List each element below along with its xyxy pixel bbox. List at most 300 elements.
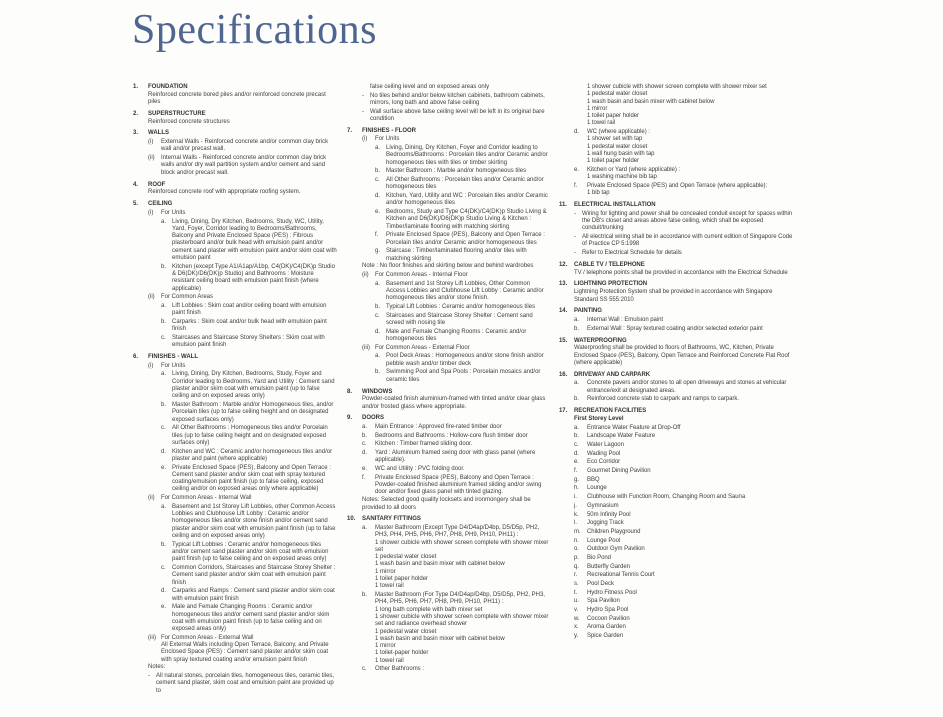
spec-line <box>559 546 795 553</box>
spec-line <box>559 136 795 143</box>
spec-line <box>347 109 550 124</box>
spec-text: Note : No floor finishes and skirting below and behind wardrobes <box>362 263 534 270</box>
spec-line <box>133 303 338 318</box>
spec-text: 1 pedestal water closet <box>375 628 437 635</box>
item-label: (ii) <box>362 272 369 279</box>
spec-text: Basement and 1st Storey Lift Lobbies, Other Common Access Lobbies and Clubhouse Lift Lobby : Ceramic and/or homogeneous tiles and/or stone finish. <box>386 280 544 302</box>
item-label: a. <box>161 503 167 510</box>
spec-text: Living, Dining, Dry Kitchen, Bedrooms, Study, Foyer and Corridor leading to Bedrooms, Yard and Utility : Cement sand plaster and/or skim coat with emulsion paint (up to false ceiling and on exposed areas only) <box>172 371 335 400</box>
column-left <box>133 84 347 695</box>
spec-line <box>559 416 795 423</box>
spec-text: Refer to Electrical Schedule for details <box>582 250 682 257</box>
spec-line <box>133 673 338 695</box>
section-number: 10. <box>347 516 356 523</box>
spec-text: Internal Wall : Emulsion paint <box>587 317 663 324</box>
spec-text: External Wall : Spray textured coating and/or selected exterior paint <box>587 325 763 332</box>
spec-text: Other Bathrooms : <box>375 666 425 673</box>
spec-line <box>347 353 550 368</box>
spec-line <box>133 219 338 263</box>
item-label: f. <box>574 183 578 190</box>
spec-text: WC (where applicable) : <box>587 129 650 136</box>
spec-text: Living, Dining, Dry Kitchen, Foyer and Corridor leading to Bedrooms/Bathrooms : Porcelain tiles and/or Ceramic and/or homogeneous tiles with tiles or timber skirting <box>386 145 548 166</box>
spec-line <box>559 113 795 120</box>
spec-line <box>559 477 795 484</box>
item-label: - <box>574 234 576 241</box>
spec-text: 1 toilet paper holder <box>587 113 639 120</box>
item-label: a. <box>574 424 579 431</box>
item-label: a. <box>362 525 368 531</box>
section-title: DOORS <box>362 415 385 422</box>
section-number: 16. <box>559 371 568 378</box>
spec-text: For Units <box>161 209 186 216</box>
spec-line <box>133 604 338 633</box>
spec-text: Master Bathroom (Except Type D4/D4ap/D4bp, D5/D5p, PH2, PH3, PH4, PH5, PH6, PH7, PH8, PH9, PH10, PH11) : <box>375 525 540 539</box>
spec-text: Reinforced concrete structures <box>148 118 230 125</box>
spec-text: 1 shower cubicle with shower screen complete with shower mixer set <box>375 539 549 553</box>
spec-line <box>559 326 795 333</box>
item-label: a. <box>161 302 167 309</box>
spec-line <box>347 614 550 629</box>
spec-text: Master Bathroom : Marble and/or homogeneous tiles <box>386 168 527 175</box>
spec-line <box>133 504 338 540</box>
item-label: b. <box>574 325 579 332</box>
spec-text: 1 long bath complete with bath mixer set <box>375 606 483 613</box>
spec-text: 50m Infinity Pool <box>587 511 631 518</box>
section-number: 17. <box>559 408 568 415</box>
item-label: t. <box>574 589 578 596</box>
spec-line <box>133 371 338 400</box>
section-title: FOUNDATION <box>148 84 188 90</box>
spec-text: Wall surface above false ceiling level will be left in its original bare condition <box>370 108 545 122</box>
spec-line <box>133 495 338 502</box>
item-label: c. <box>161 564 166 571</box>
section-header <box>559 338 795 345</box>
section-title: FINISHES - WALL <box>148 354 198 361</box>
spec-line <box>347 313 550 328</box>
spec-text: Gymnasium <box>587 502 619 509</box>
spec-line <box>347 193 550 208</box>
spec-line <box>559 190 795 197</box>
spec-text: Kitchen and WC : Ceramic and/or homogeneous tiles and/or plaster and paint (where applicable) <box>172 448 333 462</box>
spec-line <box>347 329 550 344</box>
section-title: CEILING <box>148 201 173 208</box>
spec-text: Bedrooms, Study and Type C4(DK)/C4(DK)p Studio Living & Kitchen and D6(DK)/D6(DK)p Studio Living & Kitchen : Timber/laminate flooring with matching skirting <box>386 209 547 230</box>
spec-line <box>559 494 795 501</box>
spec-text: 1 toilet paper holder <box>587 158 639 165</box>
spec-text: All natural stones, porcelain tiles, homogeneous tiles, ceramic tiles, cement sand plaster, skim coat and emulsion paint are provided up to <box>156 673 335 694</box>
section-number: 11. <box>559 202 567 209</box>
section-number: 13. <box>559 281 568 288</box>
spec-text: Waterproofing shall be provided to floors of Bathrooms, WC, Kitchen, Private Enclosed Space (PES), Balcony, Open Terrace and Reinforced Concrete Flat Roof (where applicable) <box>574 345 790 366</box>
spec-line <box>347 136 550 143</box>
spec-line <box>133 155 338 177</box>
item-label: a. <box>574 380 579 387</box>
item-label: (iii) <box>148 634 156 641</box>
spec-text: Main Entrance : Approved fire-rated timber door <box>375 424 502 431</box>
spec-line <box>559 84 795 91</box>
spec-line <box>559 459 795 466</box>
spec-line <box>559 99 795 106</box>
section-header <box>559 202 795 209</box>
spec-line <box>347 272 550 279</box>
item-label: d. <box>375 193 381 200</box>
spec-text: Reinforced concrete slab to carpark and ramps to carpark. <box>587 396 739 403</box>
item-label: (ii) <box>148 155 155 162</box>
spec-line <box>559 485 795 492</box>
spec-line <box>559 183 795 190</box>
spec-line <box>347 607 550 614</box>
spec-text: Hydro Fitness Pool <box>587 589 637 596</box>
section-header <box>347 516 550 523</box>
section-title: WATERPROOFING <box>574 337 627 344</box>
spec-text: Lounge Pool <box>587 537 621 544</box>
item-label: f. <box>375 232 379 239</box>
spec-line <box>559 564 795 571</box>
spec-line <box>133 402 338 424</box>
spec-text: Kitchen or Yard (where applicable) : <box>587 167 681 174</box>
item-label: a. <box>375 145 381 152</box>
item-label: b. <box>574 396 579 403</box>
spec-text: Living, Dining, Dry Kitchen, Bedrooms, Study, WC, Utility, Yard, Foyer, Corridor leading to Bedrooms/Bathrooms, Balcony and Private Enclosed Space (PES) : Fibrous plasterboard and/or bulk head with emulsion paint and/or cement sand plaster with emulsion paint and/or skim coat with emulsion paint <box>172 218 337 261</box>
spec-text: 1 mirror <box>375 643 396 650</box>
item-label: d. <box>161 588 167 595</box>
spec-text: 1 toilet paper holder <box>375 576 429 583</box>
spec-text: Carparks and Ramps : Cement sand plaster and/or skim coat with emulsion paint finish <box>172 588 335 602</box>
section-number: 9. <box>347 415 353 422</box>
spec-line <box>347 658 550 665</box>
section-header <box>347 128 550 135</box>
spec-line <box>347 232 550 247</box>
spec-text: All electrical wiring shall be in accordance with current edition of Singapore Code of Practice CP 5:1998 <box>582 234 793 248</box>
spec-line <box>559 442 795 449</box>
item-label: (ii) <box>148 495 155 502</box>
spec-text: Reinforced concrete roof with appropriate roofing system. <box>148 189 301 196</box>
spec-text: 1 bib tap <box>587 190 610 197</box>
spec-line <box>559 425 795 432</box>
spec-line <box>347 540 550 555</box>
spec-line <box>347 583 550 590</box>
section-header <box>133 201 338 208</box>
item-label: (i) <box>148 209 154 216</box>
spec-text: Wiring for lighting and power shall be concealed conduit except for spaces within the DB's closet and areas above false ceiling, which shall be exposed conduit/trunking <box>582 210 793 232</box>
section-number: 8. <box>347 388 353 395</box>
spec-text: Eco Corridor <box>587 459 621 466</box>
item-label: - <box>362 108 364 115</box>
spec-text: Spice Garden <box>587 633 624 640</box>
spec-text: All External Walls including Open Terrace, Balcony, and Private Enclosed Space (PES) : Cement sand plaster and/or skim coat with spray textured coating and/or emulsion paint finish <box>161 642 329 663</box>
spec-text: 1 pedestal water closet <box>587 91 648 98</box>
spec-text: Concrete pavers and/or stones to all open driveways and stones at vehicular entrance/exit at designated areas. <box>587 380 787 394</box>
item-label: b. <box>161 263 167 270</box>
spec-line <box>133 635 338 642</box>
spec-text: External Walls - Reinforced concrete and/or common clay brick wall and/or precast wall. <box>161 139 329 153</box>
spec-text: For Units <box>161 362 186 369</box>
item-label: c. <box>375 312 380 319</box>
spec-text: 1 wall hung basin with tap <box>587 151 655 158</box>
spec-line <box>347 93 550 108</box>
spec-line <box>133 294 338 301</box>
spec-text: 1 wash basin and basin mixer with cabinet below <box>375 561 505 568</box>
spec-text: For Common Areas - External Floor <box>375 344 470 351</box>
section-header <box>133 354 338 361</box>
spec-line <box>347 554 550 561</box>
section-header <box>559 308 795 315</box>
item-label: a. <box>362 424 368 431</box>
spec-line <box>133 465 338 494</box>
spec-text: Spa Pavilion <box>587 598 620 605</box>
content-columns <box>133 84 799 695</box>
spec-line <box>133 642 338 664</box>
item-label: k. <box>574 511 579 518</box>
item-label: d. <box>161 448 167 455</box>
spec-line <box>347 466 550 473</box>
item-label: p. <box>574 554 579 561</box>
item-label: c. <box>574 442 579 449</box>
spec-line <box>133 449 338 464</box>
spec-line <box>559 529 795 536</box>
section-header <box>133 130 338 137</box>
spec-line <box>559 91 795 98</box>
page-title: Specifications <box>132 7 377 53</box>
section-title: SANITARY FITTINGS <box>362 516 421 523</box>
spec-line <box>347 209 550 231</box>
spec-line <box>133 425 338 447</box>
item-label: b. <box>375 304 381 311</box>
spec-line <box>133 189 338 196</box>
item-label: c. <box>161 425 166 432</box>
spec-line <box>559 317 795 324</box>
spec-line <box>559 520 795 527</box>
item-label: i. <box>574 494 577 501</box>
spec-line <box>559 512 795 519</box>
section-title: PAINTING <box>574 308 602 315</box>
spec-line <box>559 289 795 304</box>
item-label: q. <box>574 563 579 570</box>
spec-line <box>133 565 338 587</box>
spec-text: Lift Lobbies : Skim coat and/or ceiling board with emulsion paint finish <box>172 302 327 317</box>
spec-line <box>133 335 338 350</box>
spec-text: 1 mirror <box>375 568 396 575</box>
spec-text: Kitchen, Yard, Utility and WC : Porcelain tiles and/or Ceramic and/or homogeneous tiles <box>386 193 548 207</box>
section-number: 4. <box>133 181 139 188</box>
item-label: - <box>148 673 150 680</box>
spec-line <box>559 581 795 588</box>
item-label: j. <box>574 502 577 509</box>
spec-line <box>347 433 550 440</box>
section-number: 12. <box>559 261 568 268</box>
spec-line <box>347 396 550 411</box>
spec-line <box>133 588 338 603</box>
spec-text: Master Bathroom (For Type D4/D4ap/D4bp, D5/D5p, PH2, PH3, PH4, PH5, PH6, PH7, PH8, PH9, PH10, PH11) : <box>375 592 545 606</box>
item-label: g. <box>375 248 381 255</box>
spec-text: Wading Pool <box>587 450 621 457</box>
spec-text: Common Corridors, Staircases and Staircase Storey Shelter : Cement sand plaster and/or skim coat with emulsion paint finish <box>172 564 336 586</box>
spec-text: 1 shower set with tap <box>587 136 643 143</box>
spec-line <box>559 144 795 151</box>
spec-line <box>347 561 550 568</box>
item-label: y. <box>574 633 579 640</box>
item-label: a. <box>574 317 579 324</box>
item-label: (i) <box>362 136 368 143</box>
spec-text: For Common Areas - Internal Floor <box>375 272 468 279</box>
spec-text: Lightning Protection System shall be provided in accordance with Singapore Standard SS 555:2010 <box>574 289 773 303</box>
item-label: b. <box>375 168 381 175</box>
spec-line <box>347 248 550 263</box>
item-label: a. <box>161 371 167 378</box>
spec-line <box>559 129 795 136</box>
section-title: LIGHTNING PROTECTION <box>574 281 647 288</box>
spec-line <box>347 643 550 650</box>
spec-text: Landscape Water Feature <box>587 433 655 440</box>
item-label: b. <box>362 592 368 599</box>
spec-text: Notes: Selected good quality locksets and ironmongery shall be provided to all doors <box>362 497 531 511</box>
spec-line <box>347 475 550 497</box>
spec-text: BBQ <box>587 476 600 483</box>
item-label: u. <box>574 598 579 605</box>
spec-line <box>347 168 550 175</box>
spec-line <box>559 503 795 510</box>
spec-text: WC and Utility : PVC folding door. <box>375 466 465 473</box>
item-label: b. <box>375 369 381 376</box>
spec-text: Cocoon Pavilion <box>587 615 630 622</box>
spec-text: Water Lagoon <box>587 442 624 449</box>
spec-line <box>347 263 550 270</box>
item-label: h. <box>574 485 579 492</box>
item-label: d. <box>574 129 579 136</box>
item-label: f. <box>574 468 578 475</box>
spec-line <box>559 555 795 562</box>
section-title: FINISHES - FLOOR <box>362 127 416 134</box>
item-label: e. <box>161 464 167 471</box>
spec-text: Master Bathroom : Marble and/or Homogeneous tiles, and/or Porcelain tiles (up to false ceiling height and on designated exposed surfaces only) <box>172 401 334 423</box>
spec-text: 1 wash basin and basin mixer with cabinet below <box>587 98 715 105</box>
section-header <box>559 262 795 269</box>
spec-line <box>347 666 550 673</box>
section-number: 2. <box>133 110 139 117</box>
spec-text: Children Playground <box>587 528 641 535</box>
spec-line <box>559 607 795 614</box>
spec-text: Private Enclosed Space (PES) and Open Terrace (where applicable): <box>587 183 768 190</box>
spec-text: 1 pedestal water closet <box>587 143 648 150</box>
spec-text: Bedrooms and Bathrooms : Hollow-core flush timber door <box>375 432 528 439</box>
item-label: d. <box>362 450 368 457</box>
spec-text: 1 washing machine bib tap <box>587 174 657 181</box>
spec-text: Kitchen : Timber framed sliding door. <box>375 441 473 448</box>
spec-line <box>559 270 795 277</box>
spec-text: No tiles behind and/or below kitchen cabinets, bathroom cabinets, mirrors, long bath and above false ceiling <box>370 92 545 106</box>
section-number: 1. <box>133 84 139 90</box>
spec-line <box>559 234 795 249</box>
spec-line <box>559 616 795 623</box>
section-title: WALLS <box>148 130 169 137</box>
section-header <box>133 84 338 91</box>
spec-text: 1 wash basin and basin mixer with cabinet below <box>375 635 505 642</box>
spec-text: All Other Bathrooms : Homogeneous tiles and/or Porcelain tiles (up to false ceiling height and on designated exposed surfaces only) <box>172 425 328 446</box>
spec-text: Private Enclosed Space (PES), Balcony and Open Terrace : Powder-coated finished aluminium framed sliding and/or swing door and/or fixed glass panel with tinted glazing. <box>375 474 542 496</box>
spec-text: Male and Female Changing Rooms : Ceramic and/or homogeneous tiles <box>386 328 527 343</box>
spec-text: Private Enclosed Space (PES), Balcony and Open Terrace : Cement sand plaster and/or skim coat with spray textured coating/emulsion paint finish (up to false ceiling, exposed ceiling and/or on exposed areas only where applicable) <box>172 464 331 493</box>
spec-text: Gourmet Dining Pavilion <box>587 468 651 475</box>
item-label: c. <box>375 177 380 184</box>
spec-line <box>347 345 550 352</box>
spec-text: 1 mirror <box>587 105 608 112</box>
section-number: 6. <box>133 354 139 361</box>
spec-text: Typical Lift Lobbies : Ceramic and/or homogeneous tiles and/or cement sand plaster and/or skim coat with emulsion paint finish (up to false ceiling and on exposed areas only) <box>172 541 329 563</box>
spec-text: For Common Areas <box>161 294 214 301</box>
item-label: m. <box>574 528 581 535</box>
spec-text: Staircases and Staircase Storey Shelters : Skim coat with emulsion paint finish <box>172 334 325 349</box>
spec-text: Bio Pond <box>587 554 611 561</box>
spec-line <box>559 572 795 579</box>
spec-line <box>133 92 338 107</box>
section-title: WINDOWS <box>362 388 393 395</box>
spec-line <box>133 139 338 154</box>
item-label: b. <box>161 541 167 548</box>
spec-text: Typical Lift Lobbies : Ceramic and/or homogeneous tiles <box>386 304 536 311</box>
spec-text: 1 pedestal water closet <box>375 554 437 561</box>
item-label: l. <box>574 520 577 527</box>
spec-text: Entrance Water Feature at Drop-Off <box>587 424 681 431</box>
item-label: c. <box>161 334 166 341</box>
item-label: s. <box>574 581 579 588</box>
spec-text: Outdoor Gym Pavilion <box>587 546 645 553</box>
item-label: - <box>362 92 364 99</box>
section-header <box>559 281 795 288</box>
item-label: d. <box>375 328 381 335</box>
section-number: 14. <box>559 308 568 315</box>
spec-text: Staircases and Staircase Storey Shelter : Cement sand screed with nosing tile <box>386 312 533 327</box>
item-label: v. <box>574 607 579 614</box>
spec-text: Carparks : Skim coat and/or bulk head with emulsion paint finish <box>172 318 327 333</box>
spec-text: For Units <box>375 136 400 143</box>
item-label: f. <box>362 474 366 481</box>
item-label: n. <box>574 537 579 544</box>
spec-text: All Other Bathrooms : Porcelain tiles and/or Ceramic and/or homogeneous tiles <box>386 177 544 191</box>
spec-line <box>559 396 795 403</box>
item-label: (iii) <box>362 344 370 351</box>
spec-text: Basement and 1st Storey Lift Lobbies, other Common Access Lobbies and Clubhouse Lift Lobby : Ceramic and/or homogeneous tiles and/or stone finish and/or cement sand plaster and/or skim coat with emulsion paint finish (up to false ceiling and on exposed areas only) <box>172 503 336 539</box>
spec-text: Jogging Track <box>587 520 624 527</box>
spec-line <box>347 569 550 576</box>
spec-line <box>133 363 338 370</box>
spec-text: Clubhouse with Function Room, Changing Room and Sauna <box>587 494 746 501</box>
spec-line <box>347 592 550 607</box>
spec-text: Reinforced concrete bored piles and/or reinforced concrete precast piles <box>148 91 326 106</box>
spec-line <box>133 119 338 126</box>
spec-text: 1 towel rail <box>587 120 616 127</box>
section-number: 3. <box>133 130 139 137</box>
section-number: 7. <box>347 127 353 134</box>
spec-text: Private Enclosed Space (PES), Balcony and Open Terrace : Porcelain tiles and/or Ceramic and/or homogeneous tiles <box>386 232 545 246</box>
item-label: a. <box>375 353 381 360</box>
item-label: d. <box>574 450 579 457</box>
item-label: (i) <box>148 362 154 369</box>
spec-text: Pool Deck Areas : Homogeneous and/or stone finish and/or pebble wash and/or timber deck <box>386 353 544 367</box>
spec-line <box>347 636 550 643</box>
spec-text: TV / telephone points shall be provided in accordance with the Electrical Schedule <box>574 269 788 276</box>
spec-line <box>347 281 550 303</box>
spec-text: First Storey Level <box>574 415 624 422</box>
spec-line <box>347 304 550 311</box>
item-label: x. <box>574 624 579 631</box>
column-middle <box>347 84 559 695</box>
item-label: e. <box>161 604 167 611</box>
spec-line <box>559 174 795 181</box>
spec-line <box>133 264 338 293</box>
section-title: ROOF <box>148 181 166 188</box>
column-right <box>559 84 799 695</box>
item-label: - <box>574 210 576 217</box>
